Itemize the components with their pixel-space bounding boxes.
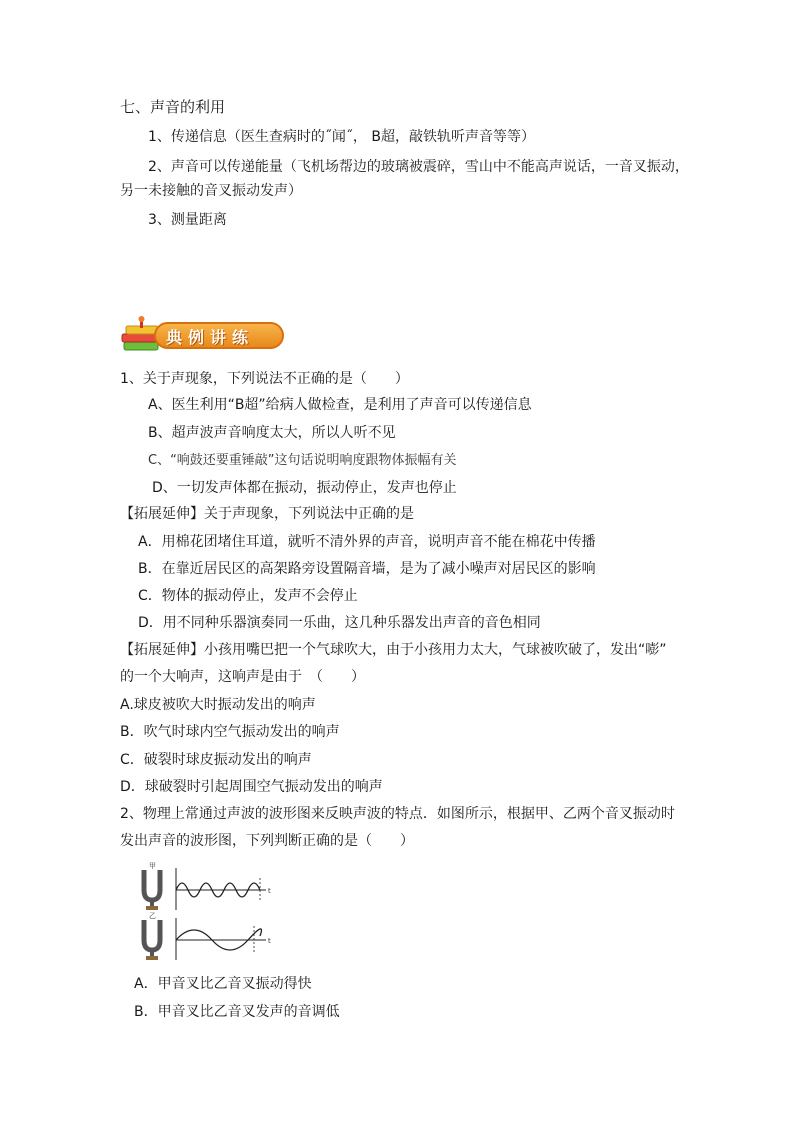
ext2-stem: 小孩用嘴巴把一个气球吹大，由于小孩用力太大，气球被吹破了，发出“嘭”: [204, 642, 667, 658]
q2-option-b: B．甲音叉比乙音叉发声的音调低: [134, 1004, 340, 1020]
ext2-stem-line: [120, 641, 667, 659]
ext2-option-c: C．破裂时球皮振动发出的响声: [120, 752, 312, 768]
tuning-fork-yi-icon: [144, 920, 160, 960]
q2-option-a: A．甲音叉比乙音叉振动得快: [134, 976, 312, 992]
ext2-option-b: B．吹气时球内空气振动发出的响声: [120, 724, 340, 740]
section-item-3: 3、测量距离: [148, 212, 227, 228]
section-item-1: 1、传递信息（医生查病时的˝闻˝， B超，敲铁轨听声音等等）: [148, 129, 535, 145]
q1-stem: 1、关于声现象，下列说法不正确的是（ ）: [120, 371, 409, 387]
q1-option-c: C、“响鼓还要重锤敲”这句话说明响度跟物体振幅有关: [148, 453, 457, 468]
label-t1: t: [268, 887, 271, 895]
waveform-svg: [140, 862, 290, 962]
waveform-figure: [140, 862, 290, 962]
ext2-option-a: A.球皮被吹大时振动发出的响声: [120, 697, 316, 713]
q1-option-d: D、一切发声体都在振动，振动停止，发声也停止: [152, 480, 457, 496]
ext1-option-d: D．用不同种乐器演奏同一乐曲，这几种乐器发出声音的音色相同: [138, 615, 541, 631]
ext1-tag: 【拓展延伸】: [120, 506, 204, 522]
label-yi: 乙: [149, 912, 156, 920]
section-item-2-cont: 另一未接触的音叉振动发声）: [120, 183, 302, 199]
q1-option-b: B、超声波声音响度太大，所以人听不见: [148, 425, 396, 441]
ext1-stem: 关于声现象，下列说法中正确的是: [204, 506, 414, 522]
example-banner: [120, 316, 288, 356]
section-title: 七、声音的利用: [120, 98, 226, 116]
ext1-option-b: B．在靠近居民区的高架路旁设置隔音墙，是为了减小噪声对居民区的影响: [138, 561, 596, 577]
label-t2: t: [268, 937, 271, 945]
q2-stem: 2、物理上常通过声波的波形图来反映声波的特点．如图所示，根据甲、乙两个音叉振动时: [120, 806, 675, 822]
ext1-option-a: A．用棉花团堵住耳道，就听不清外界的声音，说明声音不能在棉花中传播: [138, 534, 596, 550]
q2-stem-cont: 发出声音的波形图，下列判断正确的是（ ）: [120, 833, 414, 849]
tuning-fork-jia-icon: [144, 870, 160, 910]
ext2-option-d: D．球破裂时引起周围空气振动发出的响声: [120, 779, 383, 795]
ext1-stem-line: [120, 505, 414, 523]
q1-option-a: A、医生利用“B超”给病人做检查，是利用了声音可以传递信息: [148, 397, 532, 413]
ext2-stem-cont: 的一个大响声，这响声是由于 （ ）: [120, 669, 365, 685]
ext1-option-c: C．物体的振动停止，发声不会停止: [138, 588, 358, 604]
banner-label: 典例讲练: [166, 328, 255, 347]
label-jia: 甲: [149, 862, 156, 870]
section-item-2: 2、声音可以传递能量（飞机场帮边的玻璃被震碎，雪山中不能高声说话，一音叉振动，: [148, 159, 689, 175]
ext2-tag: 【拓展延伸】: [120, 642, 204, 658]
